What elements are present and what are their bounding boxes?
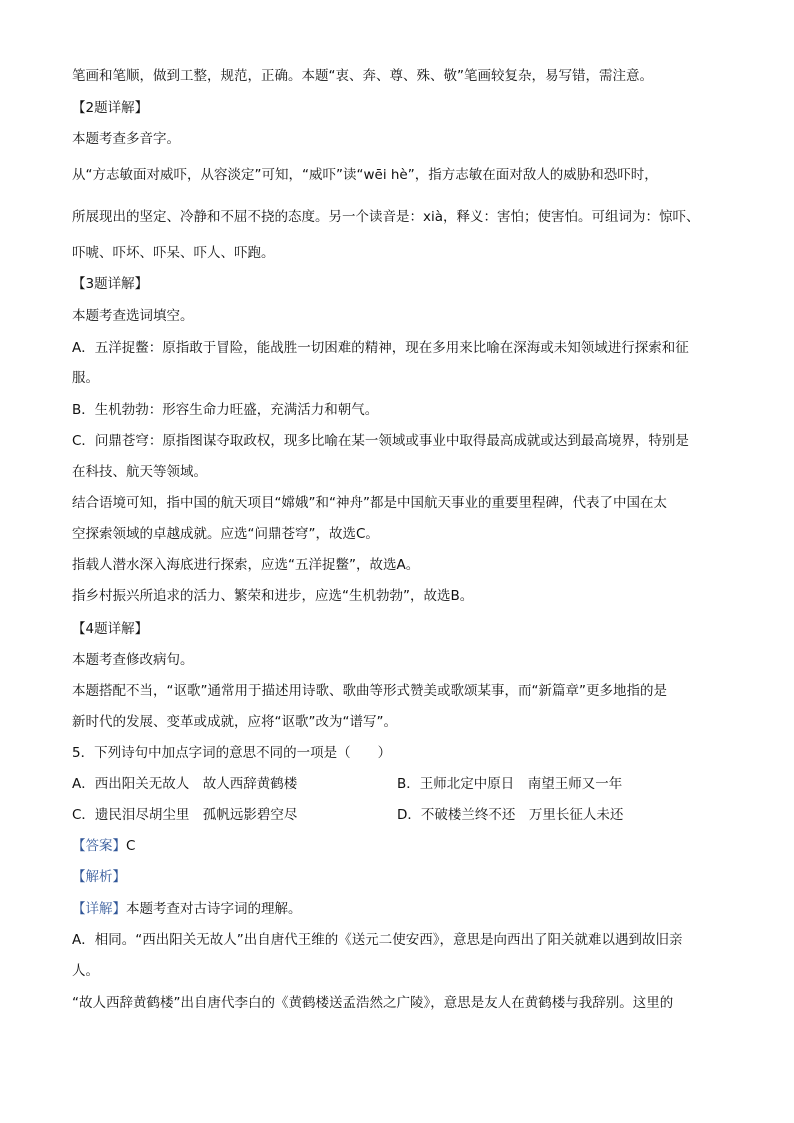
text-line: 空探索领域的卓越成就。应选“问鼎苍穹”，故选C。	[72, 526, 379, 542]
section-heading: 【3题详解】	[72, 276, 149, 292]
text-line: 本题考查修改病句。	[72, 652, 194, 668]
text-line: 笔画和笔顺，做到工整，规范，正确。本题“衷、奔、尊、殊、敬”笔画较复杂，易写错，需注意。	[72, 68, 653, 84]
text-line: A．相同。“西出阳关无故人”出自唐代王维的《送元二使安西》，意思是向西出了阳关就难以遇到故旧亲	[72, 932, 683, 948]
answer-label: 【答案】	[72, 838, 126, 854]
text-line: “故人西辞黄鹤楼”出自唐代李白的《黄鹤楼送孟浩然之广陵》，意思是友人在黄鹤楼与我辞别。这里的	[72, 995, 674, 1011]
text-line: 吓唬、吓坏、吓呆、吓人、吓跑。	[72, 245, 275, 261]
detail-line	[72, 899, 722, 919]
text-line: 本题考查选词填空。	[72, 308, 194, 324]
text-line: 本题考查多音字。	[72, 131, 180, 147]
text-line: 在科技、航天等领域。	[72, 464, 207, 480]
text-line: 新时代的发展、变革或成就，应将“讴歌”改为“谱写”。	[72, 714, 397, 730]
text-line: 从“方志敏面对威吓，从容淡定”可知，“威吓”读“wēi hè”，指方志敏在面对敌人的威胁和恐吓时，	[72, 167, 658, 183]
text-line: C．问鼎苍穹：原指图谋夺取政权，现多比喻在某一领域或事业中取得最高成就或达到最高境界，特别是	[72, 433, 689, 449]
text-line: B．生机勃勃：形容生命力旺盛，充满活力和朝气。	[72, 402, 379, 418]
option-a: A．西出阳关无故人 故人西辞黄鹤楼	[72, 776, 298, 792]
question-stem: 5．下列诗句中加点字词的意思不同的一项是（ ）	[72, 745, 392, 761]
section-heading: 【2题详解】	[72, 100, 149, 116]
text-line: 指载人潜水深入海底进行探索，应选“五洋捉鳖”，故选A。	[72, 557, 420, 573]
answer-line	[72, 836, 722, 856]
text-line: 指乡村振兴所追求的活力、繁荣和进步，应选“生机勃勃”，故选B。	[72, 588, 474, 604]
text-line: 所展现出的坚定、冷静和不屈不挠的态度。另一个读音是：xià，释义：害怕；使害怕。可组词为：惊吓、	[72, 209, 700, 225]
text-line: 人。	[72, 963, 99, 979]
detail-text: 本题考查对古诗字词的理解。	[126, 901, 302, 917]
answer-value: C	[126, 838, 136, 854]
analysis-label: 【解析】	[72, 869, 126, 885]
section-heading: 【4题详解】	[72, 621, 149, 637]
text-line: 服。	[72, 370, 99, 386]
text-line: 本题搭配不当，“讴歌”通常用于描述用诗歌、歌曲等形式赞美或歌颂某事，而“新篇章”更多地指的是	[72, 683, 667, 699]
option-b: B．王师北定中原日 南望王师又一年	[397, 776, 623, 792]
option-c: C．遗民泪尽胡尘里 孤帆远影碧空尽	[72, 807, 298, 823]
option-d: D．不破楼兰终不还 万里长征人未还	[397, 807, 624, 823]
text-line: A．五洋捉鳖：原指敢于冒险，能战胜一切困难的精神，现在多用来比喻在深海或未知领域进行探索和征	[72, 340, 689, 356]
detail-label: 【详解】	[72, 901, 126, 917]
text-line: 结合语境可知，指中国的航天项目“嫦娥”和“神舟”都是中国航天事业的重要里程碑，代表了中国在太	[72, 495, 667, 511]
